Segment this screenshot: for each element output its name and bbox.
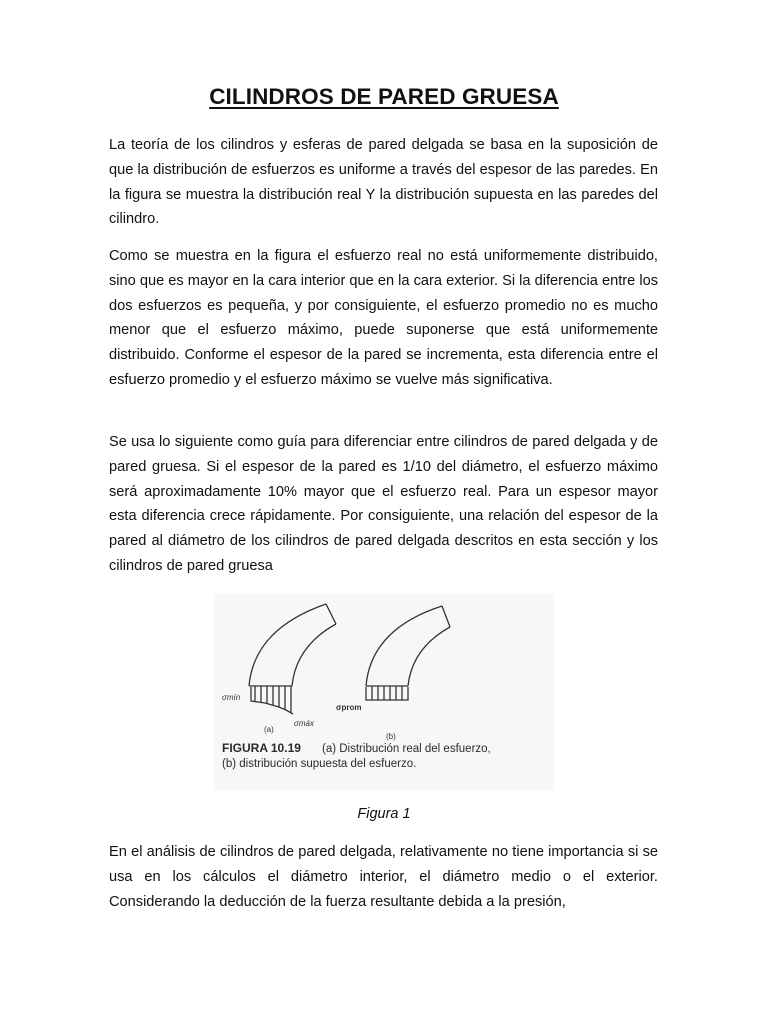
- diagram-b: [366, 606, 450, 700]
- figure-caption: Figura 1: [357, 806, 411, 822]
- diagram-a: [249, 604, 336, 714]
- figure-caption-line-2: (b) distribución supuesta del esfuerzo.: [222, 758, 417, 770]
- stress-distribution-figure: [214, 594, 554, 790]
- paragraph-2: Como se muestra en la figura el esfuerzo real no está uniformemente distribuido, sino que es mayor en la cara interior que en la cara exterior. Si la diferencia entre los dos esfuerzos es pequeña, y por consiguiente, el esfuerzo promedio no es mucho menor que el esfuerzo máximo, puede suponerse que está uniformemente distribuido. Conforme el espesor de la pared se incrementa, esta diferencia entre el esfuerzo promedio y el esfuerzo máximo se vuelve más significativa.: [109, 248, 658, 388]
- figure-number: FIGURA 10.19: [222, 741, 301, 755]
- paragraph-4: En el análisis de cilindros de pared delgada, relativamente no tiene importancia si se usa en los cálculos el diámetro interior, el diámetro medio o el exterior. Considerando la deducción de la fuerza resultante debida a la presión,: [109, 844, 658, 910]
- figure-caption-line-1: (a) Distribución real del esfuerzo,: [322, 743, 491, 755]
- paragraph-3: Se usa lo siguiente como guía para diferenciar entre cilindros de pared delgada y de pared gruesa. Si el espesor de la pared es 1/10 del diámetro, el esfuerzo máximo será aproximadamente 10% mayor que el esfuerzo real. Para un espesor mayor esta diferencia crece rápidamente. Por consiguiente, una relación del espesor de la pared al diámetro de los cilindros de pared delgada descritos en esta sección y los cilindros de pared gruesa: [109, 434, 658, 574]
- label-a: (a): [264, 725, 274, 734]
- sigma-min-label: σmín: [222, 693, 241, 702]
- page-title: CILINDROS DE PARED GRUESA: [209, 84, 559, 109]
- label-b: (b): [386, 732, 396, 741]
- sigma-prom-label: σprom: [336, 703, 362, 712]
- paragraph-1: La teoría de los cilindros y esferas de pared delgada se basa en la suposición de que la distribución de esfuerzos es uniforme a través del espesor de las paredes. En la figura se muestra la distribución real Y la distribución supuesta en las paredes del cilindro.: [109, 137, 658, 228]
- sigma-max-label: σmáx: [294, 719, 314, 728]
